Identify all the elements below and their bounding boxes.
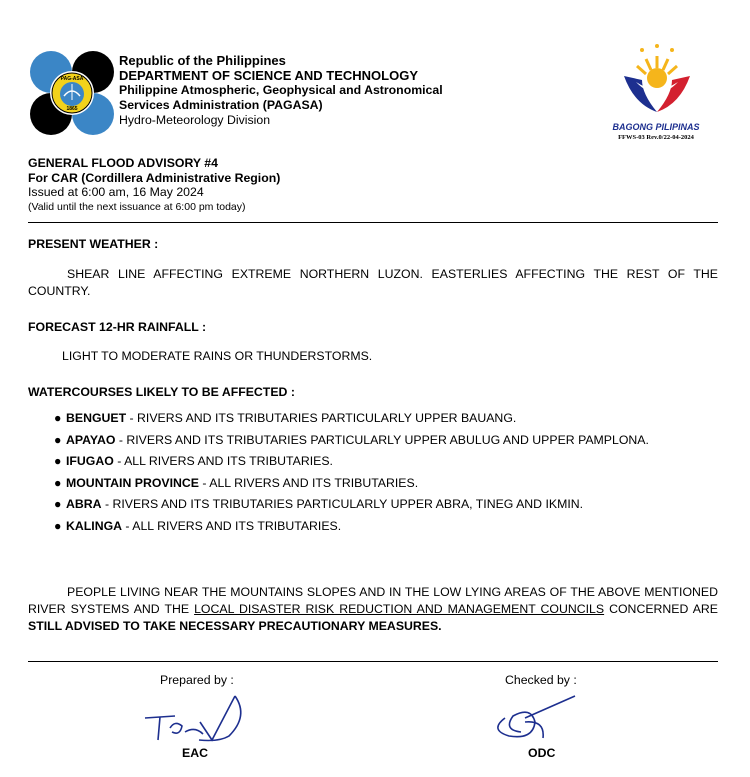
province-name: BENGUET [66, 411, 127, 425]
province-name: MOUNTAIN PROVINCE [66, 475, 199, 490]
prepared-signature [140, 688, 260, 753]
province-detail: - RIVERS AND ITS TRIBUTARIES PARTICULARLY UPPER ABULUG AND UPPER PAMPLONA. [115, 432, 649, 447]
advice-councils: LOCAL DISASTER RISK REDUCTION AND MANAGEMENT COUNCILS [194, 602, 605, 616]
forecast-text: LIGHT TO MODERATE RAINS OR THUNDERSTORMS. [62, 349, 373, 363]
advisory-title-block [28, 156, 280, 214]
province-detail: - RIVERS AND ITS TRIBUTARIES PARTICULARLY UPPER ABRA, TINEG AND IKMIN. [101, 497, 584, 511]
bullet-icon: ● [54, 432, 62, 447]
province-name: APAYAO [66, 432, 116, 447]
checked-name: ODC [528, 746, 556, 760]
department-line: DEPARTMENT OF SCIENCE AND TECHNOLOGY [119, 68, 419, 83]
bullet-icon: ● [54, 454, 62, 468]
watercourse-item [28, 496, 688, 513]
watercourses-list [28, 410, 688, 539]
bullet-icon: ● [54, 497, 62, 511]
watercourses-heading: WATERCOURSES LIKELY TO BE AFFECTED : [28, 385, 295, 399]
checked-by-label: Checked by : [505, 673, 577, 687]
bagong-pilipinas-logo [612, 42, 702, 102]
agency-line-2: Services Administration (PAGASA) [119, 98, 323, 112]
watercourse-item [28, 410, 688, 427]
agency-line-1: Philippine Atmospheric, Geophysical and Astronomical [119, 83, 443, 97]
watercourse-item [28, 453, 688, 470]
advisory-title: GENERAL FLOOD ADVISORY #4 [28, 156, 218, 170]
province-detail: - RIVERS AND ITS TRIBUTARIES PARTICULARLY UPPER BAUANG. [126, 411, 517, 425]
province-name: ABRA [66, 497, 102, 511]
bullet-icon: ● [54, 411, 62, 425]
advice-paragraph [28, 584, 718, 635]
republic-line: Republic of the Philippines [119, 53, 286, 68]
watercourse-item [28, 518, 688, 535]
present-weather-text: SHEAR LINE AFFECTING EXTREME NORTHERN LUZON. EASTERLIES AFFECTING THE REST OF THE COUNTRY. [28, 267, 718, 298]
footer-divider [28, 661, 718, 662]
pagasa-logo [29, 50, 115, 136]
advisory-region: For CAR (Cordillera Administrative Region) [28, 170, 281, 185]
advice-measures: STILL ADVISED TO TAKE NECESSARY PRECAUTIONARY MEASURES. [28, 619, 442, 633]
forecast-heading: FORECAST 12-HR RAINFALL : [28, 320, 207, 334]
pagasa-logo-year: 1865 [66, 106, 78, 112]
province-name: KALINGA [66, 518, 123, 533]
header-divider [28, 222, 718, 223]
province-detail: - ALL RIVERS AND ITS TRIBUTARIES. [199, 475, 419, 490]
bagong-pilipinas-label: BAGONG PILIPINAS [612, 122, 700, 132]
checked-signature [485, 688, 595, 753]
watercourse-item [28, 475, 688, 492]
prepared-name: EAC [182, 746, 208, 760]
advice-text-1: PEOPLE LIVING NEAR THE MOUNTAINS SLOPES AND IN THE LOW LYING AREAS OF THE ABOVE MENTIONED RIVER SYSTEMS AND THE [28, 585, 718, 616]
advisory-validity: (Valid until the next issuance at 6:00 pm today) [28, 200, 246, 213]
agency-header [119, 53, 443, 128]
bullet-icon: ● [54, 518, 62, 533]
prepared-by-label: Prepared by : [160, 673, 234, 687]
advisory-issued: Issued at 6:00 am, 16 May 2024 [28, 185, 204, 199]
watercourse-item [28, 432, 688, 449]
province-name: IFUGAO [66, 454, 114, 468]
province-detail: - ALL RIVERS AND ITS TRIBUTARIES. [122, 518, 342, 533]
advice-text-2: CONCERNED ARE [604, 602, 718, 616]
form-code: FFWS-03 Rev.0/22-04-2024 [618, 134, 694, 141]
bullet-icon: ● [54, 475, 62, 490]
pagasa-logo-text: PAG-ASA [60, 76, 84, 82]
province-detail: - ALL RIVERS AND ITS TRIBUTARIES. [113, 454, 333, 468]
division-line: Hydro-Meteorology Division [119, 113, 271, 127]
present-weather-heading: PRESENT WEATHER : [28, 237, 159, 251]
